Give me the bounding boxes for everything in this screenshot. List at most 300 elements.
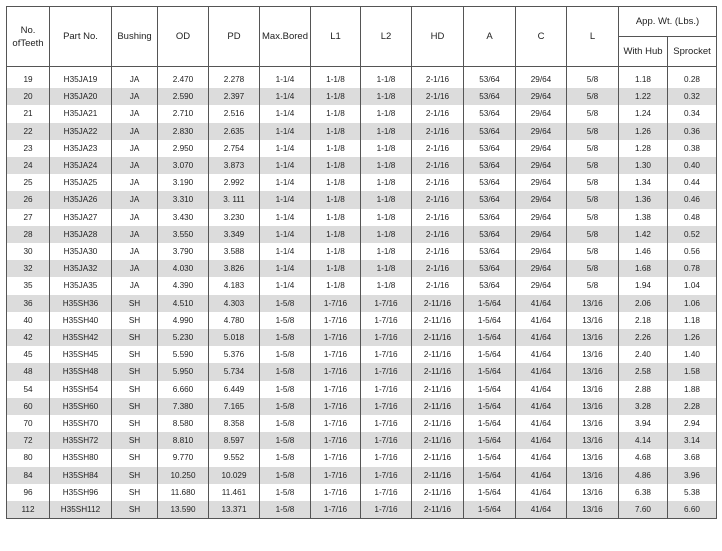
header-max-bore: Max.Bored bbox=[260, 7, 311, 67]
cell-l: 13/16 bbox=[567, 312, 619, 329]
cell-od: 6.660 bbox=[158, 381, 209, 398]
cell-l1: 1-1/8 bbox=[311, 174, 361, 191]
cell-max-bore: 1-1/4 bbox=[260, 260, 311, 277]
cell-l2: 1-7/16 bbox=[361, 501, 412, 519]
cell-l: 5/8 bbox=[567, 260, 619, 277]
cell-sprocket: 0.46 bbox=[668, 191, 717, 208]
cell-part-no: H35JA30 bbox=[50, 243, 112, 260]
header-pd: PD bbox=[209, 7, 260, 67]
cell-sprocket: 1.06 bbox=[668, 295, 717, 312]
cell-hd: 2-11/16 bbox=[412, 381, 464, 398]
cell-l: 13/16 bbox=[567, 467, 619, 484]
cell-a: 53/64 bbox=[464, 277, 516, 294]
cell-a: 1-5/64 bbox=[464, 329, 516, 346]
table-row bbox=[7, 432, 717, 449]
header-sprocket: Sprocket bbox=[668, 37, 717, 67]
table-row bbox=[7, 140, 717, 157]
cell-part-no: H35SH54 bbox=[50, 381, 112, 398]
cell-l1: 1-7/16 bbox=[311, 329, 361, 346]
cell-a: 1-5/64 bbox=[464, 432, 516, 449]
cell-sprocket: 6.60 bbox=[668, 501, 717, 519]
cell-part-no: H35SH80 bbox=[50, 449, 112, 466]
cell-sprocket: 3.96 bbox=[668, 467, 717, 484]
cell-l1: 1-1/8 bbox=[311, 260, 361, 277]
cell-sprocket: 0.48 bbox=[668, 209, 717, 226]
cell-bushing: JA bbox=[112, 88, 158, 105]
cell-a: 1-5/64 bbox=[464, 484, 516, 501]
cell-part-no: H35JA19 bbox=[50, 67, 112, 89]
cell-pd: 4.780 bbox=[209, 312, 260, 329]
cell-hd: 2-1/16 bbox=[412, 88, 464, 105]
cell-max-bore: 1-5/8 bbox=[260, 432, 311, 449]
cell-l: 13/16 bbox=[567, 295, 619, 312]
header-app-wt: App. Wt. (Lbs.) bbox=[619, 7, 717, 37]
sprocket-spec-table-container bbox=[6, 6, 716, 519]
cell-l2: 1-1/8 bbox=[361, 157, 412, 174]
cell-l1: 1-1/8 bbox=[311, 88, 361, 105]
cell-with-hub: 4.68 bbox=[619, 449, 668, 466]
cell-sprocket: 1.40 bbox=[668, 346, 717, 363]
cell-pd: 10.029 bbox=[209, 467, 260, 484]
cell-bushing: SH bbox=[112, 415, 158, 432]
cell-l1: 1-7/16 bbox=[311, 415, 361, 432]
cell-od: 2.590 bbox=[158, 88, 209, 105]
cell-max-bore: 1-1/4 bbox=[260, 123, 311, 140]
cell-teeth: 84 bbox=[7, 467, 50, 484]
cell-hd: 2-1/16 bbox=[412, 174, 464, 191]
cell-l: 5/8 bbox=[567, 174, 619, 191]
header-teeth: No. ofTeeth bbox=[7, 7, 50, 67]
cell-l2: 1-1/8 bbox=[361, 105, 412, 122]
cell-sprocket: 0.36 bbox=[668, 123, 717, 140]
cell-l: 5/8 bbox=[567, 123, 619, 140]
cell-sprocket: 2.28 bbox=[668, 398, 717, 415]
cell-teeth: 48 bbox=[7, 363, 50, 380]
cell-part-no: H35SH112 bbox=[50, 501, 112, 519]
cell-pd: 5.376 bbox=[209, 346, 260, 363]
cell-c: 41/64 bbox=[516, 363, 567, 380]
cell-bushing: JA bbox=[112, 277, 158, 294]
cell-sprocket: 0.44 bbox=[668, 174, 717, 191]
cell-pd: 13.371 bbox=[209, 501, 260, 519]
cell-max-bore: 1-5/8 bbox=[260, 415, 311, 432]
cell-l1: 1-1/8 bbox=[311, 140, 361, 157]
cell-teeth: 112 bbox=[7, 501, 50, 519]
table-row bbox=[7, 209, 717, 226]
cell-sprocket: 0.40 bbox=[668, 157, 717, 174]
cell-part-no: H35SH42 bbox=[50, 329, 112, 346]
cell-l1: 1-1/8 bbox=[311, 277, 361, 294]
cell-part-no: H35JA35 bbox=[50, 277, 112, 294]
cell-sprocket: 0.34 bbox=[668, 105, 717, 122]
cell-bushing: SH bbox=[112, 484, 158, 501]
cell-od: 2.950 bbox=[158, 140, 209, 157]
cell-with-hub: 1.28 bbox=[619, 140, 668, 157]
cell-hd: 2-11/16 bbox=[412, 415, 464, 432]
cell-max-bore: 1-1/4 bbox=[260, 277, 311, 294]
cell-a: 1-5/64 bbox=[464, 415, 516, 432]
cell-teeth: 23 bbox=[7, 140, 50, 157]
cell-a: 53/64 bbox=[464, 226, 516, 243]
cell-pd: 4.303 bbox=[209, 295, 260, 312]
cell-with-hub: 1.22 bbox=[619, 88, 668, 105]
cell-bushing: SH bbox=[112, 329, 158, 346]
cell-c: 29/64 bbox=[516, 67, 567, 89]
table-row bbox=[7, 501, 717, 519]
cell-l1: 1-7/16 bbox=[311, 398, 361, 415]
table-row bbox=[7, 381, 717, 398]
cell-max-bore: 1-1/4 bbox=[260, 88, 311, 105]
cell-teeth: 45 bbox=[7, 346, 50, 363]
cell-hd: 2-11/16 bbox=[412, 449, 464, 466]
table-row bbox=[7, 312, 717, 329]
cell-teeth: 24 bbox=[7, 157, 50, 174]
cell-with-hub: 2.40 bbox=[619, 346, 668, 363]
cell-bushing: JA bbox=[112, 209, 158, 226]
cell-pd: 7.165 bbox=[209, 398, 260, 415]
cell-l: 13/16 bbox=[567, 346, 619, 363]
cell-c: 41/64 bbox=[516, 295, 567, 312]
table-row bbox=[7, 174, 717, 191]
cell-l1: 1-7/16 bbox=[311, 363, 361, 380]
header-l2: L2 bbox=[361, 7, 412, 67]
cell-pd: 2.516 bbox=[209, 105, 260, 122]
header-od: OD bbox=[158, 7, 209, 67]
cell-pd: 5.734 bbox=[209, 363, 260, 380]
cell-with-hub: 1.42 bbox=[619, 226, 668, 243]
cell-max-bore: 1-1/4 bbox=[260, 191, 311, 208]
cell-l2: 1-7/16 bbox=[361, 432, 412, 449]
cell-hd: 2-11/16 bbox=[412, 363, 464, 380]
cell-sprocket: 1.26 bbox=[668, 329, 717, 346]
cell-with-hub: 2.06 bbox=[619, 295, 668, 312]
cell-a: 1-5/64 bbox=[464, 295, 516, 312]
cell-l2: 1-7/16 bbox=[361, 484, 412, 501]
cell-od: 3.550 bbox=[158, 226, 209, 243]
cell-c: 29/64 bbox=[516, 260, 567, 277]
cell-sprocket: 1.88 bbox=[668, 381, 717, 398]
cell-max-bore: 1-1/4 bbox=[260, 157, 311, 174]
cell-od: 7.380 bbox=[158, 398, 209, 415]
cell-bushing: JA bbox=[112, 157, 158, 174]
cell-pd: 9.552 bbox=[209, 449, 260, 466]
cell-part-no: H35JA21 bbox=[50, 105, 112, 122]
table-row bbox=[7, 484, 717, 501]
cell-l: 13/16 bbox=[567, 363, 619, 380]
table-row bbox=[7, 329, 717, 346]
cell-od: 13.590 bbox=[158, 501, 209, 519]
cell-with-hub: 6.38 bbox=[619, 484, 668, 501]
cell-part-no: H35JA25 bbox=[50, 174, 112, 191]
cell-od: 10.250 bbox=[158, 467, 209, 484]
header-hd: HD bbox=[412, 7, 464, 67]
table-row bbox=[7, 226, 717, 243]
cell-l1: 1-1/8 bbox=[311, 191, 361, 208]
cell-c: 41/64 bbox=[516, 467, 567, 484]
cell-c: 29/64 bbox=[516, 174, 567, 191]
cell-a: 53/64 bbox=[464, 88, 516, 105]
cell-l2: 1-7/16 bbox=[361, 329, 412, 346]
cell-with-hub: 1.46 bbox=[619, 243, 668, 260]
cell-c: 29/64 bbox=[516, 88, 567, 105]
cell-l2: 1-7/16 bbox=[361, 398, 412, 415]
cell-od: 3.430 bbox=[158, 209, 209, 226]
cell-l2: 1-1/8 bbox=[361, 174, 412, 191]
cell-c: 29/64 bbox=[516, 226, 567, 243]
cell-sprocket: 0.28 bbox=[668, 67, 717, 89]
table-row bbox=[7, 191, 717, 208]
cell-sprocket: 1.18 bbox=[668, 312, 717, 329]
cell-pd: 5.018 bbox=[209, 329, 260, 346]
cell-pd: 3.230 bbox=[209, 209, 260, 226]
cell-l1: 1-1/8 bbox=[311, 243, 361, 260]
cell-c: 41/64 bbox=[516, 381, 567, 398]
cell-teeth: 42 bbox=[7, 329, 50, 346]
cell-od: 4.990 bbox=[158, 312, 209, 329]
cell-sprocket: 1.04 bbox=[668, 277, 717, 294]
cell-l: 5/8 bbox=[567, 88, 619, 105]
cell-od: 2.470 bbox=[158, 67, 209, 89]
cell-l1: 1-7/16 bbox=[311, 381, 361, 398]
cell-with-hub: 2.58 bbox=[619, 363, 668, 380]
cell-a: 1-5/64 bbox=[464, 467, 516, 484]
cell-with-hub: 1.26 bbox=[619, 123, 668, 140]
cell-od: 8.810 bbox=[158, 432, 209, 449]
cell-l1: 1-7/16 bbox=[311, 432, 361, 449]
cell-od: 4.030 bbox=[158, 260, 209, 277]
cell-teeth: 70 bbox=[7, 415, 50, 432]
cell-c: 41/64 bbox=[516, 484, 567, 501]
cell-l2: 1-1/8 bbox=[361, 226, 412, 243]
cell-l2: 1-1/8 bbox=[361, 243, 412, 260]
cell-c: 41/64 bbox=[516, 346, 567, 363]
cell-part-no: H35JA24 bbox=[50, 157, 112, 174]
cell-pd: 3.826 bbox=[209, 260, 260, 277]
cell-sprocket: 3.14 bbox=[668, 432, 717, 449]
table-row bbox=[7, 123, 717, 140]
cell-teeth: 21 bbox=[7, 105, 50, 122]
cell-with-hub: 1.30 bbox=[619, 157, 668, 174]
cell-with-hub: 1.36 bbox=[619, 191, 668, 208]
cell-teeth: 32 bbox=[7, 260, 50, 277]
cell-with-hub: 1.68 bbox=[619, 260, 668, 277]
cell-with-hub: 1.18 bbox=[619, 67, 668, 89]
cell-l: 5/8 bbox=[567, 243, 619, 260]
cell-max-bore: 1-1/4 bbox=[260, 67, 311, 89]
cell-l2: 1-1/8 bbox=[361, 260, 412, 277]
cell-a: 53/64 bbox=[464, 157, 516, 174]
cell-teeth: 36 bbox=[7, 295, 50, 312]
cell-od: 5.230 bbox=[158, 329, 209, 346]
cell-c: 41/64 bbox=[516, 398, 567, 415]
table-row bbox=[7, 105, 717, 122]
cell-hd: 2-11/16 bbox=[412, 432, 464, 449]
cell-pd: 11.461 bbox=[209, 484, 260, 501]
cell-teeth: 22 bbox=[7, 123, 50, 140]
cell-c: 29/64 bbox=[516, 140, 567, 157]
sprocket-spec-table bbox=[6, 6, 717, 519]
cell-with-hub: 2.26 bbox=[619, 329, 668, 346]
cell-sprocket: 0.52 bbox=[668, 226, 717, 243]
cell-od: 4.390 bbox=[158, 277, 209, 294]
cell-with-hub: 1.94 bbox=[619, 277, 668, 294]
cell-a: 53/64 bbox=[464, 105, 516, 122]
table-row bbox=[7, 449, 717, 466]
cell-part-no: H35JA22 bbox=[50, 123, 112, 140]
cell-l1: 1-7/16 bbox=[311, 449, 361, 466]
cell-a: 1-5/64 bbox=[464, 398, 516, 415]
cell-with-hub: 7.60 bbox=[619, 501, 668, 519]
cell-l: 13/16 bbox=[567, 449, 619, 466]
cell-sprocket: 1.58 bbox=[668, 363, 717, 380]
cell-l1: 1-1/8 bbox=[311, 226, 361, 243]
cell-pd: 2.278 bbox=[209, 67, 260, 89]
cell-c: 41/64 bbox=[516, 501, 567, 519]
cell-teeth: 72 bbox=[7, 432, 50, 449]
table-row bbox=[7, 415, 717, 432]
table-row bbox=[7, 157, 717, 174]
cell-teeth: 40 bbox=[7, 312, 50, 329]
cell-hd: 2-11/16 bbox=[412, 467, 464, 484]
cell-sprocket: 0.32 bbox=[668, 88, 717, 105]
cell-l2: 1-7/16 bbox=[361, 346, 412, 363]
cell-l1: 1-7/16 bbox=[311, 346, 361, 363]
cell-hd: 2-11/16 bbox=[412, 312, 464, 329]
cell-bushing: JA bbox=[112, 174, 158, 191]
header-a: A bbox=[464, 7, 516, 67]
cell-l2: 1-7/16 bbox=[361, 449, 412, 466]
cell-hd: 2-1/16 bbox=[412, 105, 464, 122]
table-row bbox=[7, 67, 717, 89]
cell-with-hub: 1.34 bbox=[619, 174, 668, 191]
cell-hd: 2-1/16 bbox=[412, 260, 464, 277]
cell-l2: 1-7/16 bbox=[361, 295, 412, 312]
cell-sprocket: 0.56 bbox=[668, 243, 717, 260]
cell-hd: 2-1/16 bbox=[412, 123, 464, 140]
cell-c: 29/64 bbox=[516, 209, 567, 226]
cell-bushing: SH bbox=[112, 295, 158, 312]
cell-hd: 2-1/16 bbox=[412, 67, 464, 89]
cell-l2: 1-7/16 bbox=[361, 363, 412, 380]
cell-l: 13/16 bbox=[567, 398, 619, 415]
cell-with-hub: 3.94 bbox=[619, 415, 668, 432]
cell-teeth: 35 bbox=[7, 277, 50, 294]
cell-pd: 3.588 bbox=[209, 243, 260, 260]
cell-part-no: H35JA28 bbox=[50, 226, 112, 243]
cell-max-bore: 1-5/8 bbox=[260, 449, 311, 466]
cell-with-hub: 2.88 bbox=[619, 381, 668, 398]
cell-c: 29/64 bbox=[516, 191, 567, 208]
cell-l2: 1-7/16 bbox=[361, 415, 412, 432]
cell-teeth: 25 bbox=[7, 174, 50, 191]
header-part-no: Part No. bbox=[50, 7, 112, 67]
cell-a: 53/64 bbox=[464, 140, 516, 157]
cell-l: 13/16 bbox=[567, 501, 619, 519]
cell-sprocket: 0.78 bbox=[668, 260, 717, 277]
cell-teeth: 54 bbox=[7, 381, 50, 398]
cell-od: 2.830 bbox=[158, 123, 209, 140]
cell-part-no: H35SH60 bbox=[50, 398, 112, 415]
table-row bbox=[7, 277, 717, 294]
cell-a: 1-5/64 bbox=[464, 381, 516, 398]
table-row bbox=[7, 88, 717, 105]
cell-bushing: SH bbox=[112, 312, 158, 329]
cell-c: 41/64 bbox=[516, 449, 567, 466]
cell-hd: 2-1/16 bbox=[412, 191, 464, 208]
cell-od: 5.950 bbox=[158, 363, 209, 380]
cell-hd: 2-11/16 bbox=[412, 295, 464, 312]
cell-bushing: SH bbox=[112, 432, 158, 449]
cell-hd: 2-11/16 bbox=[412, 501, 464, 519]
cell-max-bore: 1-1/4 bbox=[260, 105, 311, 122]
cell-sprocket: 5.38 bbox=[668, 484, 717, 501]
cell-max-bore: 1-5/8 bbox=[260, 295, 311, 312]
cell-teeth: 60 bbox=[7, 398, 50, 415]
cell-part-no: H35SH48 bbox=[50, 363, 112, 380]
cell-l1: 1-7/16 bbox=[311, 467, 361, 484]
cell-part-no: H35SH40 bbox=[50, 312, 112, 329]
cell-max-bore: 1-1/4 bbox=[260, 174, 311, 191]
cell-a: 1-5/64 bbox=[464, 449, 516, 466]
cell-a: 53/64 bbox=[464, 174, 516, 191]
cell-od: 5.590 bbox=[158, 346, 209, 363]
cell-bushing: JA bbox=[112, 67, 158, 89]
cell-c: 29/64 bbox=[516, 157, 567, 174]
cell-hd: 2-11/16 bbox=[412, 329, 464, 346]
cell-l1: 1-7/16 bbox=[311, 312, 361, 329]
cell-pd: 3.349 bbox=[209, 226, 260, 243]
cell-part-no: H35SH72 bbox=[50, 432, 112, 449]
cell-l: 5/8 bbox=[567, 277, 619, 294]
cell-l: 5/8 bbox=[567, 140, 619, 157]
cell-od: 3.190 bbox=[158, 174, 209, 191]
cell-max-bore: 1-5/8 bbox=[260, 501, 311, 519]
table-row bbox=[7, 243, 717, 260]
cell-teeth: 28 bbox=[7, 226, 50, 243]
cell-c: 41/64 bbox=[516, 312, 567, 329]
cell-hd: 2-11/16 bbox=[412, 398, 464, 415]
cell-a: 1-5/64 bbox=[464, 363, 516, 380]
cell-pd: 2.635 bbox=[209, 123, 260, 140]
header-with-hub: With Hub bbox=[619, 37, 668, 67]
cell-part-no: H35SH70 bbox=[50, 415, 112, 432]
table-row bbox=[7, 260, 717, 277]
cell-hd: 2-11/16 bbox=[412, 346, 464, 363]
cell-l: 5/8 bbox=[567, 191, 619, 208]
cell-sprocket: 2.94 bbox=[668, 415, 717, 432]
cell-part-no: H35SH36 bbox=[50, 295, 112, 312]
cell-l: 13/16 bbox=[567, 432, 619, 449]
cell-with-hub: 3.28 bbox=[619, 398, 668, 415]
cell-c: 29/64 bbox=[516, 243, 567, 260]
cell-pd: 2.397 bbox=[209, 88, 260, 105]
header-c: C bbox=[516, 7, 567, 67]
cell-l2: 1-1/8 bbox=[361, 67, 412, 89]
table-row bbox=[7, 346, 717, 363]
cell-hd: 2-1/16 bbox=[412, 157, 464, 174]
cell-max-bore: 1-5/8 bbox=[260, 484, 311, 501]
cell-bushing: SH bbox=[112, 449, 158, 466]
cell-c: 41/64 bbox=[516, 432, 567, 449]
cell-teeth: 96 bbox=[7, 484, 50, 501]
cell-bushing: SH bbox=[112, 381, 158, 398]
cell-l1: 1-7/16 bbox=[311, 295, 361, 312]
cell-max-bore: 1-1/4 bbox=[260, 140, 311, 157]
header-bushing: Bushing bbox=[112, 7, 158, 67]
cell-a: 53/64 bbox=[464, 67, 516, 89]
cell-hd: 2-1/16 bbox=[412, 209, 464, 226]
cell-od: 3.790 bbox=[158, 243, 209, 260]
